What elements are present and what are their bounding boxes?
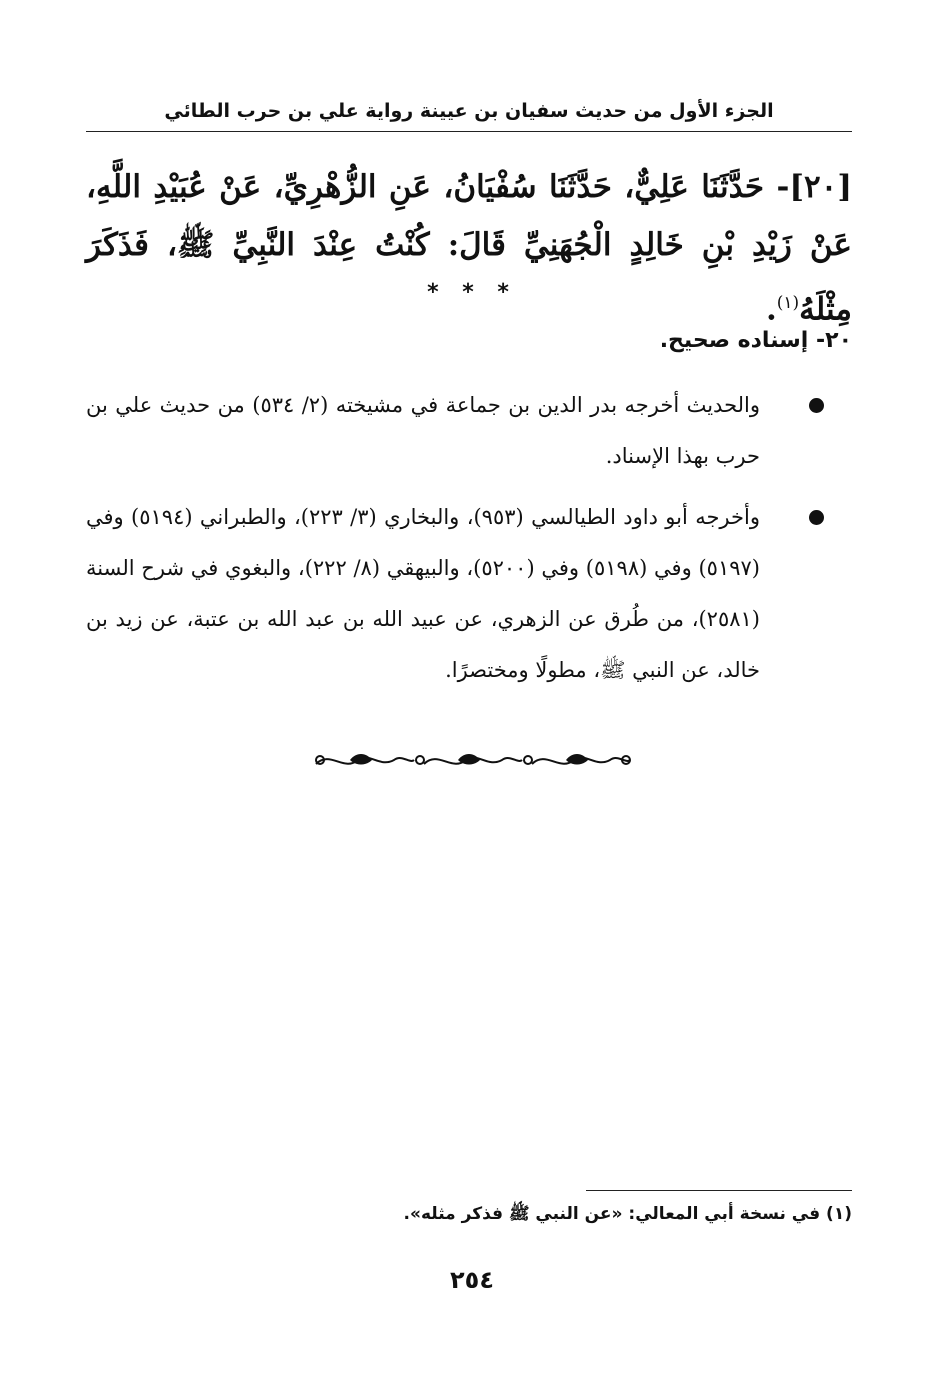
page-number: ٢٥٤ <box>450 1266 494 1294</box>
note-item <box>86 492 852 696</box>
footnote-rule <box>586 1190 852 1191</box>
note-item <box>86 380 852 482</box>
footnote-text: (١) في نسخة أبي المعالي: «عن النبي ﷺ فذكر مثله». <box>403 1204 852 1224</box>
hadith-text: [٢٠]- حَدَّثَنَا عَلِيٌّ، حَدَّثَنَا سُفْيَانُ، عَنِ الزُّهْرِيِّ، عَنْ عُبَيْدِ اللَّهِ، عَنْ زَيْدِ بْنِ خَالِدٍ الْجُهَنِيِّ قَالَ: كُنْتُ عِنْدَ النَّبِيِّ ﷺ، فَذَكَرَ مِثْلَهُ <box>86 169 852 328</box>
running-title: الجزء الأول من حديث سفيان بن عيينة رواية علي بن حرب الطائي <box>164 100 774 122</box>
hadith-end: . <box>765 291 777 328</box>
floral-divider-icon <box>310 742 636 778</box>
section-stars: * * * <box>427 280 517 305</box>
note-text: وأخرجه أبو داود الطيالسي (٩٥٣)، والبخاري (٣/ ٢٢٣)، والطبراني (٥١٩٤) وفي (٥١٩٧) وفي (٥١٩٨) وفي (٥٢٠٠)، والبيهقي (٨/ ٢٢٢)، والبغوي في شرح السنة (٢٥٨١)، من طُرق عن الزهري، عن عبيد الله بن عبد الله بن عتبة، عن زيد بن خالد، عن النبي ﷺ، مطولًا ومختصرًا. <box>86 505 760 682</box>
hadith-text-block <box>86 158 852 338</box>
footnote-marker: (١) <box>776 293 800 313</box>
header-rule <box>86 131 852 132</box>
bullet-icon <box>809 510 824 525</box>
commentary-notes <box>86 380 852 706</box>
note-text: والحديث أخرجه بدر الدين بن جماعة في مشيخته (٢/ ٥٣٤) من حديث علي بن حرب بهذا الإسناد. <box>86 393 761 468</box>
bullet-icon <box>809 398 824 413</box>
isnad-verdict: ٢٠- إسناده صحيح. <box>659 328 852 353</box>
